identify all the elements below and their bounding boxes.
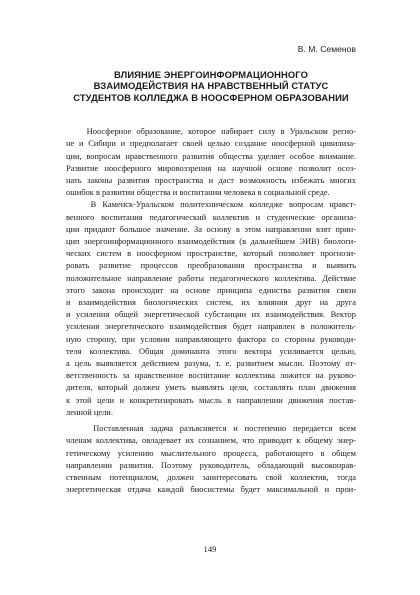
text-line: В Каменск-Уральском политехническом колледже вопросам нравст- bbox=[66, 199, 356, 210]
text-line: Поставленная задача разъясняется и постепенно передается всем bbox=[66, 423, 356, 434]
body-paragraph bbox=[66, 422, 356, 495]
text-line: теля коллектива. Общая доминанта этого вектора усиливается целью, bbox=[66, 345, 356, 356]
body-paragraph bbox=[66, 198, 356, 418]
text-line: венного воспитания педагогический коллектив и студенческие организа- bbox=[66, 211, 356, 222]
text-line: ленной цели. bbox=[66, 406, 113, 417]
text-line: ции придают большое значение. За основу в этом направлении взят прин- bbox=[66, 223, 356, 234]
text-line: Ноосферное образование, которое набирает силу в Уральском регио- bbox=[66, 126, 356, 137]
text-line: дителя, который должен уметь выявлять цели, составлять план движения bbox=[66, 382, 356, 393]
text-line: этого закона происходит на основе принципа единства развития связи bbox=[66, 284, 356, 295]
text-line: энергетическая отдача каждой биосистемы будет максимальной и прои- bbox=[66, 484, 356, 495]
text-line: не и Сибири и предполагает своей целью создание ноосферной цивилиза- bbox=[66, 138, 356, 149]
text-line: а цель выявляется действием разума, т. е. развитием мысли. Поэтому от- bbox=[66, 358, 356, 369]
text-line: нать законы развития пространства и даст возможность избежать многих bbox=[66, 175, 356, 186]
text-line: ции, вопросам нравственного развития общества уделяет особое внимание. bbox=[66, 150, 356, 161]
body-paragraph bbox=[66, 125, 356, 198]
text-line: и усиления общей энергетической субстанции их взаимодействия. Вектор bbox=[66, 309, 356, 320]
text-line: ветственность за нравственное воспитание коллектива ложится на руково- bbox=[66, 370, 356, 381]
page-number: 149 bbox=[203, 544, 217, 554]
text-line: направлении развития. Поэтому руководитель, обладающий высоконрав- bbox=[66, 459, 356, 470]
author-name: В. М. Семенов bbox=[297, 44, 356, 54]
article-title bbox=[66, 69, 356, 103]
text-line: ровать развитие процессов преобразования пространства и выявить bbox=[66, 260, 356, 271]
text-line: ошибок в развитии общества и воспитании человека в социальной среде. bbox=[66, 187, 330, 198]
text-line: цип энергоинформационного взаимодействия (в дальнейшем ЭИВ) биологи- bbox=[66, 236, 356, 247]
text-line: членам коллектива, овладевает их сознанием, что приводит к общему энер- bbox=[66, 435, 356, 446]
text-line: усиления энергетического взаимодействия будет направлен в положитель- bbox=[66, 321, 356, 332]
text-line: и взаимодействия биологических систем, их влияния друг на друга bbox=[66, 297, 356, 308]
text-line: ческих систем в ноосферном пространстве, который позволяет прогнози- bbox=[66, 248, 356, 259]
title-line: СТУДЕНТОВ КОЛЛЕДЖА В НООСФЕРНОМ ОБРАЗОВАНИИ bbox=[73, 91, 349, 103]
text-line: к этой цели и конкретизировать мысль в направлении движения постав- bbox=[66, 394, 356, 405]
title-line: ВЗАИМОДЕЙСТВИЯ НА НРАВСТВЕННЫЙ СТАТУС bbox=[93, 80, 329, 92]
text-line: ную сторону, при условии направляющего фактора со стороны руководи- bbox=[66, 333, 356, 344]
text-line: положительное направление работы педагогического коллектива. Действие bbox=[66, 272, 356, 283]
title-line: ВЛИЯНИЕ ЭНЕРГОИНФОРМАЦИОННОГО bbox=[114, 69, 308, 80]
text-line: гетическому усилению мыслительного процесса, работающего в общем bbox=[66, 447, 356, 458]
text-line: Развитие ноосферного мировоззрения на научной основе позволит осоз- bbox=[66, 162, 356, 173]
text-line: ственным потенциалом, должен заинтересовать свой коллектив, тогда bbox=[66, 471, 356, 482]
